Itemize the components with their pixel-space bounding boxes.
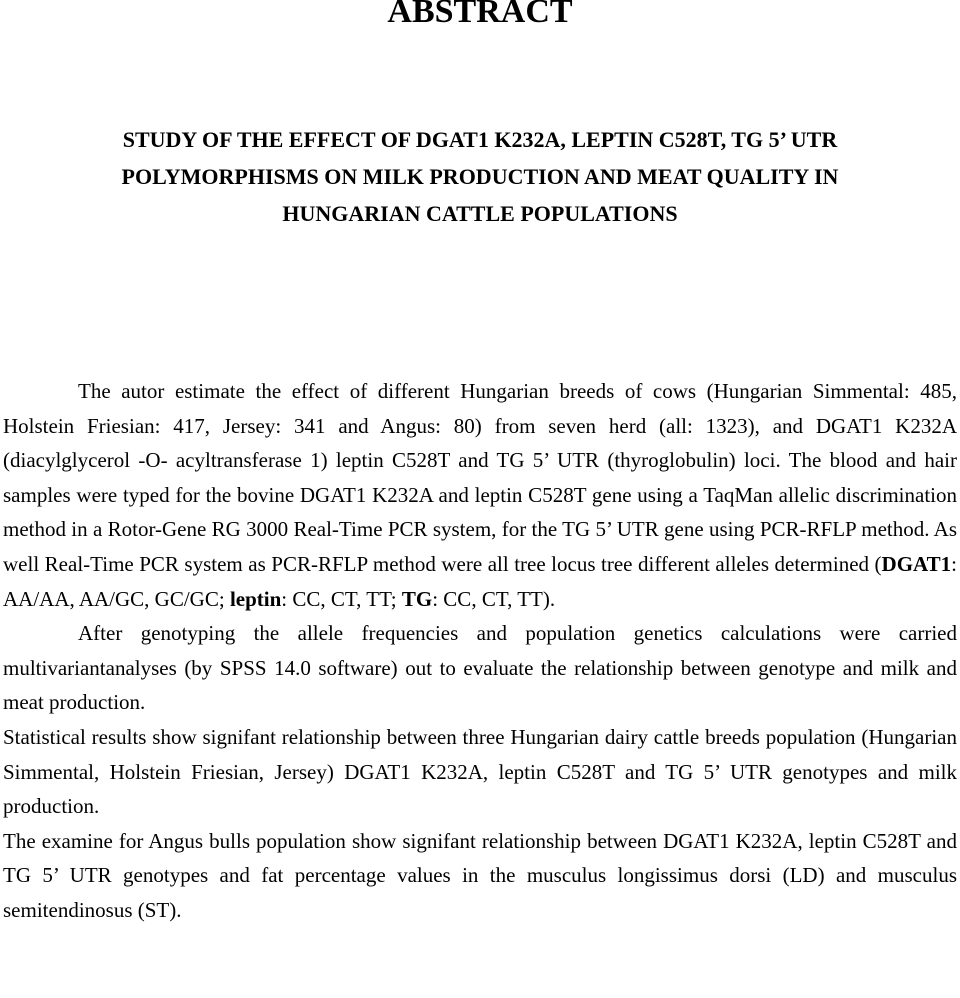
paper-title — [0, 121, 960, 232]
paragraph-dairy-results: Statistical results show signifant relationship between three Hungarian dairy cattle breeds population (Hungarian Simmental, Holstein Friesian, Jersey) DGAT1 K232A, leptin C528T and TG 5’ UTR genotypes and milk production. — [3, 724, 957, 819]
paragraph-methods — [3, 374, 957, 616]
genotypes-tg: : CC, CT, TT). — [432, 586, 556, 611]
genotypes-leptin: : CC, CT, TT; — [281, 586, 402, 611]
title-line-1: STUDY OF THE EFFECT OF DGAT1 K232A, LEPTIN C528T, TG 5’ UTR — [122, 127, 838, 152]
gene-label-leptin: leptin — [229, 586, 282, 611]
genotypes-dgat1: : AA/AA, AA/GC, GC/GC; — [3, 551, 957, 611]
title-line-2: POLYMORPHISMS ON MILK PRODUCTION AND MEAT QUALITY IN — [121, 164, 839, 189]
gene-label-tg: TG — [401, 586, 433, 611]
paragraph-methods-text: The autor estimate the effect of different Hungarian breeds of cows (Hungarian Simmental: 485, Holstein Friesian: 417, Jersey: 341 and Angus: 80) from seven herd (all: 1323), and DGAT1 K232A (diacylglycerol -O- acyltransferase 1) leptin C528T and TG 5’ UTR (thyroglobulin) loci. The blood and hair samples were typed for the bovine DGAT1 K232A and leptin C528T gene using a TaqMan allelic discrimination method in a Rotor-Gene RG 3000 Real-Time PCR system, for the TG 5’ UTR gene using PCR-RFLP method. As well Real-Time PCR system as PCR-RFLP method were all tree locus tree different alleles determined ( — [3, 379, 957, 576]
paragraph-analysis: After genotyping the allele frequencies and population genetics calculations were carried multivariantanalyses (by SPSS 14.0 software) out to evaluate the relationship between genotype and milk and meat production. — [3, 621, 957, 715]
abstract-heading: ABSTRACT — [387, 0, 573, 30]
paragraph-angus-results: The examine for Angus bulls population show signifant relationship between DGAT1 K232A, leptin C528T and TG 5’ UTR genotypes and fat percentage values in the musculus longissimus dorsi (LD) and musculus semitendinosus (ST). — [3, 828, 957, 922]
abstract-body — [3, 374, 957, 928]
gene-label-dgat1: DGAT1 — [881, 551, 952, 576]
title-line-3: HUNGARIAN CATTLE POPULATIONS — [282, 201, 678, 226]
